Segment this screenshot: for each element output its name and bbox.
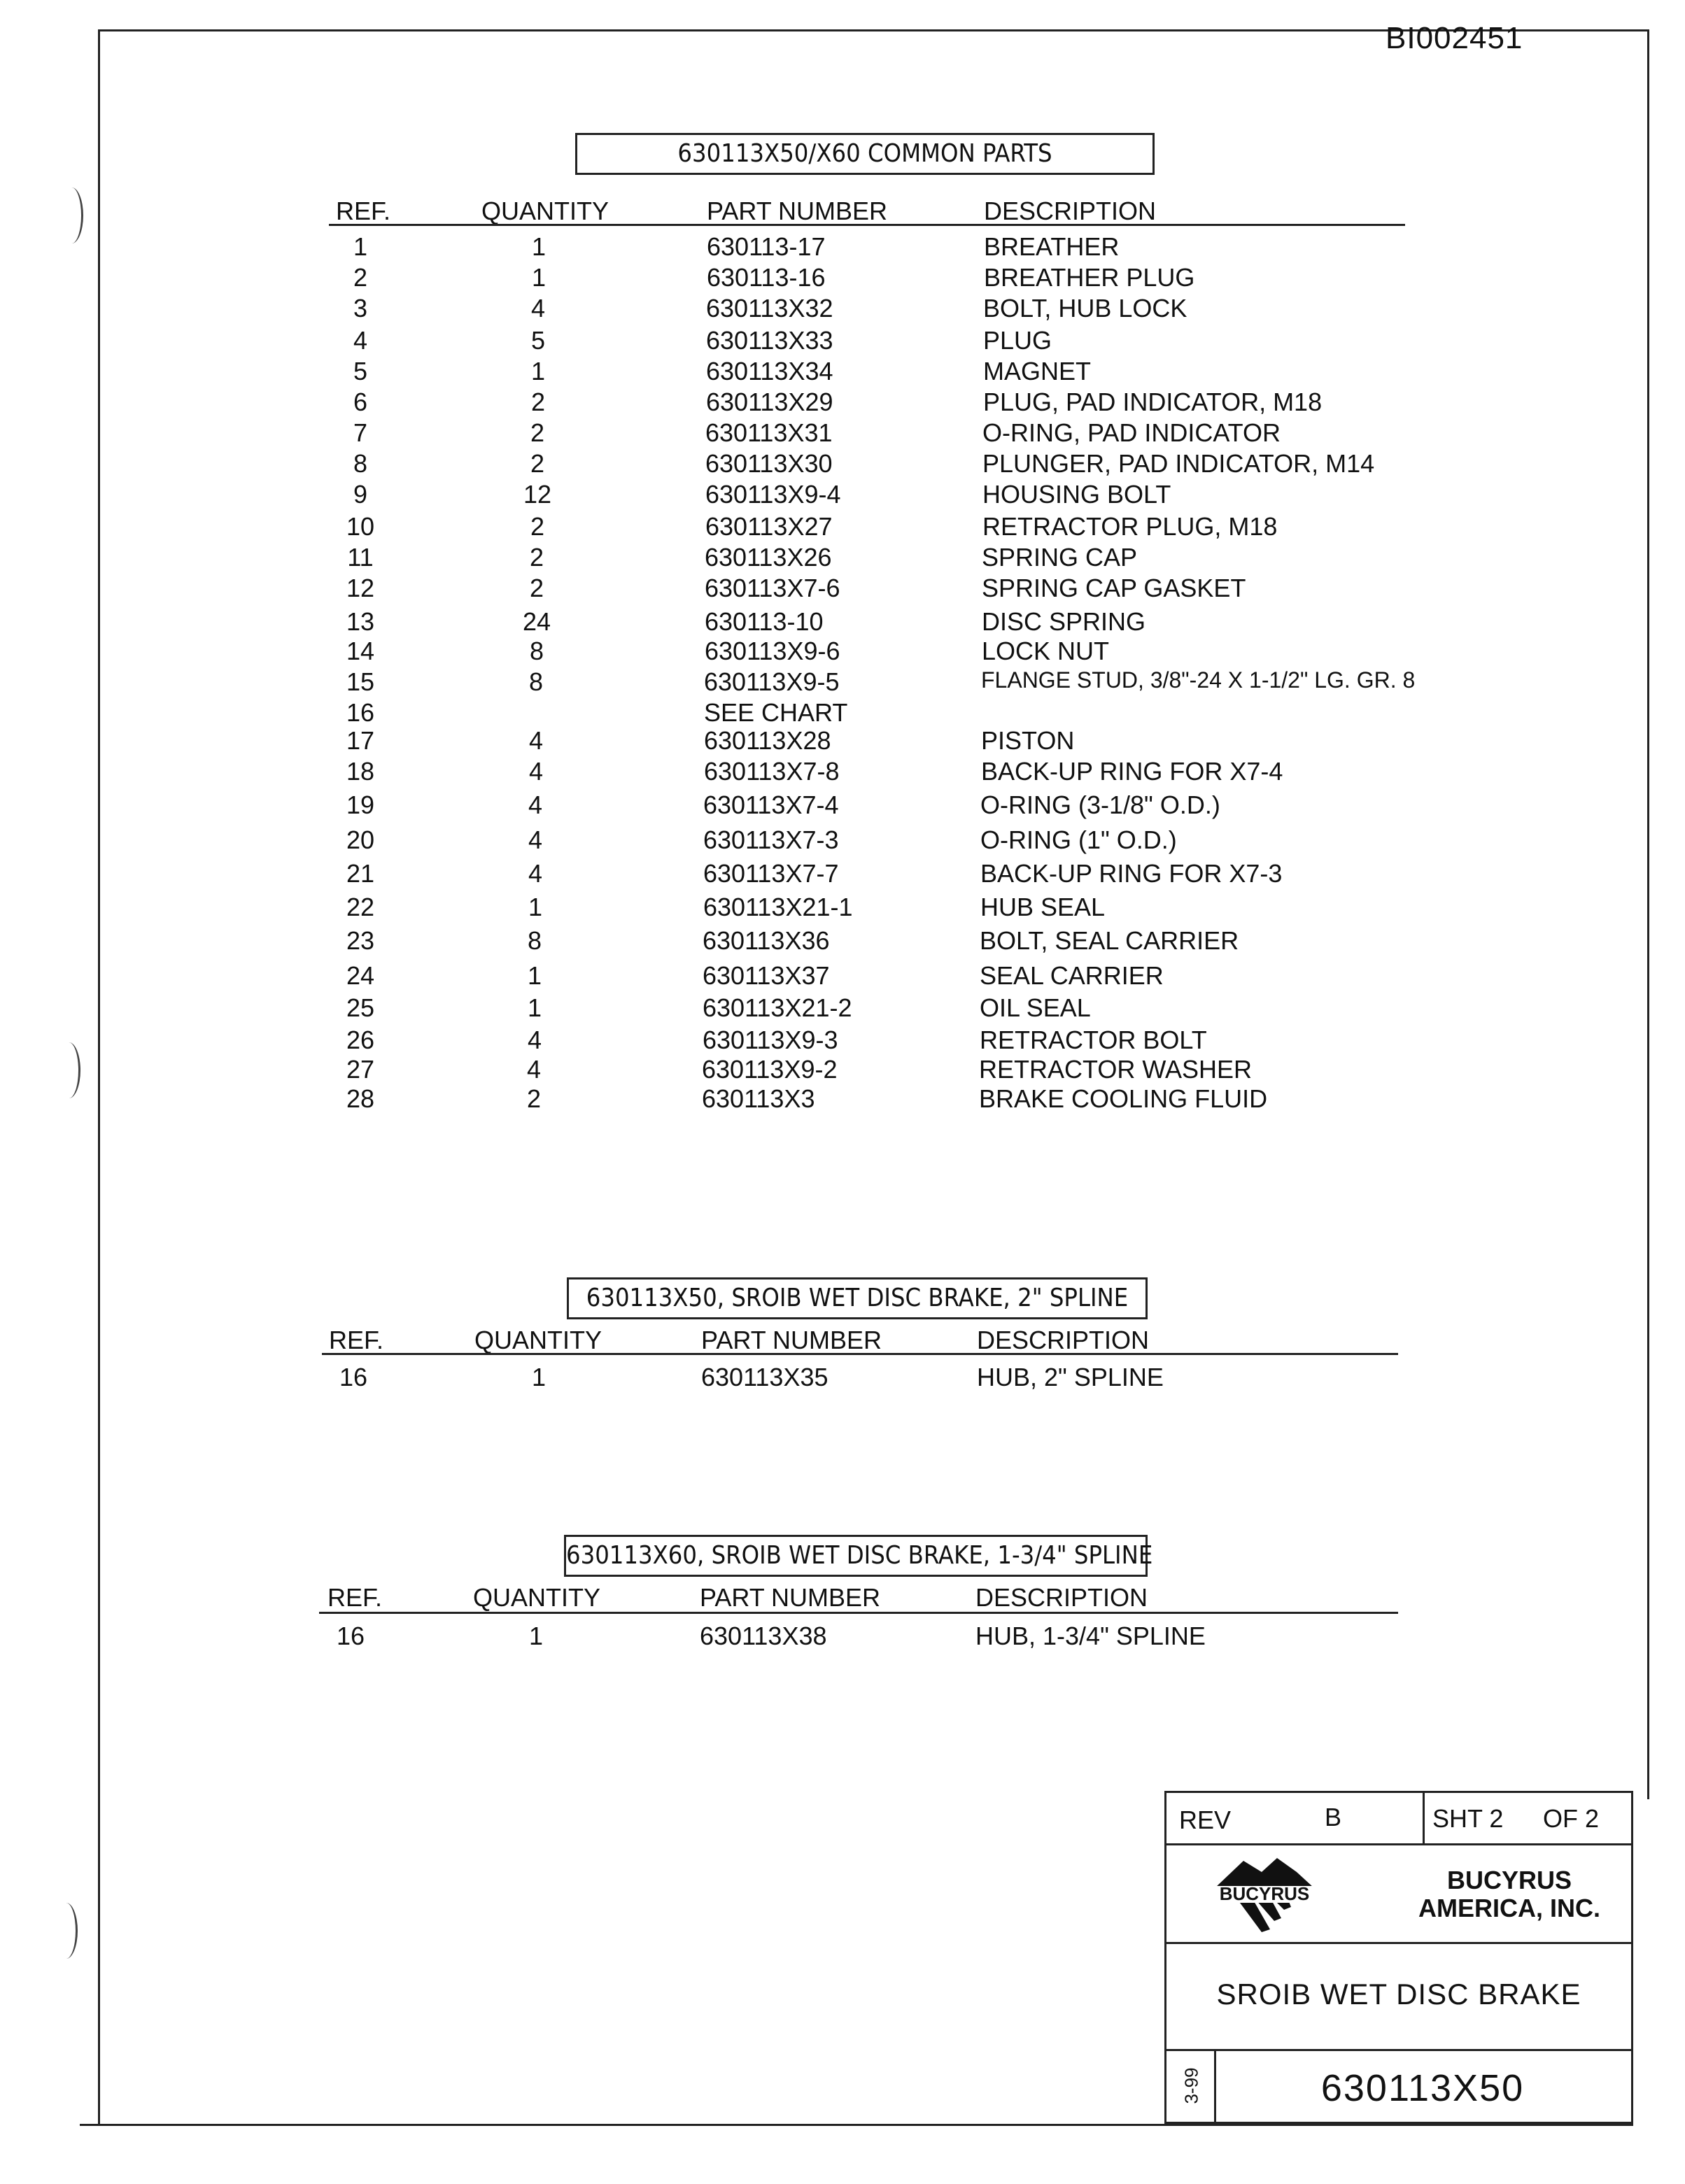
title-block-company-row	[1166, 1845, 1631, 1944]
ref-cell: 4	[353, 326, 368, 355]
quantity-cell: 1	[527, 993, 542, 1022]
table-row	[329, 790, 1420, 821]
description-cell: O-RING, PAD INDICATOR	[982, 418, 1281, 447]
table-row	[329, 449, 1420, 480]
x60-header-ref: REF.	[327, 1583, 383, 1612]
x60-header-quantity: QUANTITY	[473, 1583, 601, 1612]
part-number-cell: 630113X7-7	[703, 859, 839, 888]
ref-cell: 8	[353, 449, 368, 478]
description-cell: RETRACTOR PLUG, M18	[982, 512, 1278, 541]
table-row	[329, 543, 1420, 574]
x50-header-rule	[322, 1353, 1398, 1355]
x50-qty: 1	[531, 1363, 547, 1391]
table-row	[329, 993, 1420, 1024]
ref-cell: 20	[346, 825, 375, 854]
part-number-cell: 630113X21-2	[703, 993, 852, 1022]
ref-cell: 6	[353, 388, 368, 416]
table-row	[329, 893, 1420, 923]
x50-description: HUB, 2" SPLINE	[977, 1363, 1164, 1391]
x50-ref: 16	[339, 1363, 368, 1391]
part-number-cell: 630113X26	[705, 543, 832, 572]
part-number-cell: 630113X21-1	[703, 893, 853, 921]
ref-cell: 25	[346, 993, 375, 1022]
table-row	[329, 388, 1420, 418]
sheet-number: SHT 2	[1432, 1804, 1504, 1833]
part-number-cell: 630113X37	[703, 961, 830, 990]
quantity-cell: 4	[530, 294, 546, 322]
part-number-cell: 630113X36	[703, 926, 830, 955]
quantity-cell: 4	[528, 790, 543, 819]
quantity-cell: 1	[530, 357, 546, 385]
part-number-cell: 630113X9-6	[705, 637, 840, 665]
part-number-cell: 630113X7-4	[703, 790, 839, 819]
part-number-cell: 630113X27	[705, 512, 833, 541]
table-row	[329, 1055, 1420, 1086]
part-number-cell: 630113X7-8	[704, 757, 840, 786]
description-cell: BRAKE COOLING FLUID	[979, 1084, 1268, 1113]
part-number-cell: 630113X9-3	[703, 1026, 838, 1054]
part-number-cell: 630113X7-6	[705, 574, 840, 602]
table-row	[329, 726, 1420, 757]
quantity-cell: 4	[528, 859, 543, 888]
description-cell: RETRACTOR BOLT	[980, 1026, 1207, 1054]
ref-cell: 27	[346, 1055, 375, 1084]
quantity-cell: 4	[526, 1055, 542, 1084]
drawing-frame-bottom	[80, 2124, 1633, 2126]
part-number-cell: 630113X7-3	[703, 825, 839, 854]
rev-label: REV	[1179, 1806, 1232, 1834]
rev-value: B	[1325, 1803, 1342, 1831]
description-cell: BREATHER PLUG	[984, 263, 1195, 292]
ref-cell: 10	[346, 512, 375, 541]
table-row	[329, 232, 1420, 263]
quantity-cell: 1	[531, 232, 547, 261]
table-row	[329, 961, 1420, 992]
part-number-cell: 630113X28	[704, 726, 831, 755]
ref-cell: 26	[346, 1026, 375, 1054]
description-cell: HOUSING BOLT	[982, 480, 1171, 509]
drawing-frame-left	[98, 29, 100, 2125]
ref-cell: 28	[346, 1084, 375, 1113]
title-block-title-row	[1166, 1944, 1631, 2051]
ref-cell: 7	[353, 418, 368, 447]
x50-header-quantity: QUANTITY	[474, 1326, 602, 1354]
quantity-cell: 1	[531, 263, 547, 292]
part-number-cell: 630113-16	[707, 263, 826, 292]
table-row	[329, 574, 1420, 604]
quantity-cell: 4	[528, 726, 544, 755]
description-cell: MAGNET	[983, 357, 1092, 385]
table-row	[329, 263, 1420, 294]
x50-part-number: 630113X35	[701, 1363, 829, 1391]
description-cell: FLANGE STUD, 3/8"-24 X 1-1/2" LG. GR. 8	[981, 667, 1416, 693]
header-part-number: PART NUMBER	[707, 197, 888, 225]
table-row	[329, 357, 1420, 388]
table-row	[329, 294, 1420, 325]
description-cell: SPRING CAP	[982, 543, 1138, 572]
description-cell: SEAL CARRIER	[980, 961, 1164, 990]
ref-cell: 3	[353, 294, 368, 322]
quantity-cell: 1	[528, 893, 543, 921]
description-cell: PLUG, PAD INDICATOR, M18	[983, 388, 1323, 416]
table-row	[329, 926, 1420, 957]
table-row	[329, 512, 1420, 543]
x60-header-rule	[319, 1612, 1398, 1614]
ref-cell: 19	[346, 790, 375, 819]
table-row	[329, 859, 1420, 890]
title-block-number-row	[1166, 2051, 1631, 2122]
header-rule	[329, 224, 1405, 226]
logo-text: BUCYRUS	[1219, 1883, 1310, 1904]
drawing-frame-right	[1647, 29, 1649, 1799]
ref-cell: 14	[346, 637, 375, 665]
ref-cell: 16	[346, 698, 375, 727]
quantity-cell: 2	[530, 449, 545, 478]
ref-cell: 13	[346, 607, 375, 636]
x60-part-number: 630113X38	[700, 1622, 827, 1650]
x50-row	[322, 1363, 1413, 1394]
ref-cell: 11	[347, 543, 374, 572]
table-row	[329, 1026, 1420, 1056]
binding-mark	[60, 187, 83, 243]
description-cell: O-RING (1" O.D.)	[980, 825, 1177, 854]
description-cell: DISC SPRING	[982, 607, 1146, 636]
ref-cell: 23	[346, 926, 375, 955]
x50-header-part-number: PART NUMBER	[701, 1326, 882, 1354]
description-cell: BOLT, HUB LOCK	[983, 294, 1187, 322]
quantity-cell: 1	[527, 961, 542, 990]
table-row	[329, 698, 1420, 729]
table-row	[329, 418, 1420, 449]
part-number-cell: 630113X30	[705, 449, 833, 478]
quantity-cell: 8	[529, 637, 544, 665]
quantity-cell: 4	[527, 1026, 542, 1054]
part-number-cell: 630113X29	[706, 388, 833, 416]
part-number-cell: 630113X9-5	[704, 667, 840, 696]
header-ref: REF.	[336, 197, 391, 225]
quantity-cell: 2	[526, 1084, 542, 1113]
binding-mark	[55, 1903, 78, 1959]
quantity-cell: 2	[530, 512, 545, 541]
ref-cell: 5	[353, 357, 368, 385]
title-block-rev-row	[1166, 1793, 1631, 1845]
ref-cell: 15	[346, 667, 375, 696]
binding-mark	[57, 1042, 80, 1098]
company-name	[1397, 1866, 1621, 1922]
part-number-cell: 630113-10	[705, 607, 824, 636]
x60-header-description: DESCRIPTION	[975, 1583, 1148, 1612]
header-quantity: QUANTITY	[481, 197, 609, 225]
quantity-cell: 8	[528, 667, 544, 696]
description-cell: BOLT, SEAL CARRIER	[980, 926, 1239, 955]
quantity-cell: 5	[530, 326, 546, 355]
quantity-cell: 24	[522, 607, 551, 636]
table-row	[329, 637, 1420, 667]
document-id: BI002451	[1386, 21, 1523, 55]
description-cell: BACK-UP RING FOR X7-4	[981, 757, 1283, 786]
ref-cell: 1	[353, 232, 368, 261]
ref-cell: 2	[353, 263, 368, 292]
x50-header-ref: REF.	[329, 1326, 384, 1354]
header-description: DESCRIPTION	[984, 197, 1157, 225]
part-number-cell: 630113X9-4	[705, 480, 841, 509]
description-cell: PLUNGER, PAD INDICATOR, M14	[982, 449, 1375, 478]
description-cell: HUB SEAL	[980, 893, 1106, 921]
x60-header-part-number: PART NUMBER	[700, 1583, 881, 1612]
description-cell: BREATHER	[984, 232, 1120, 261]
x50-title: 630113X50, SROIB WET DISC BRAKE, 2" SPLINE	[567, 1277, 1148, 1319]
part-number-cell: 630113X33	[706, 326, 833, 355]
x50-header-description: DESCRIPTION	[977, 1326, 1150, 1354]
common-parts-title: 630113X50/X60 COMMON PARTS	[575, 133, 1155, 175]
quantity-cell: 4	[528, 825, 543, 854]
quantity-cell: 2	[529, 574, 544, 602]
part-number-cell: 630113X9-2	[702, 1055, 838, 1084]
description-cell: SPRING CAP GASKET	[982, 574, 1246, 602]
description-cell: LOCK NUT	[982, 637, 1110, 665]
drawing-title: SROIB WET DISC BRAKE	[1216, 1978, 1581, 2011]
rev-divider	[1423, 1793, 1425, 1843]
ref-cell: 21	[346, 859, 375, 888]
part-number-cell: 630113-17	[707, 232, 826, 261]
table-row	[329, 480, 1420, 511]
ref-cell: 17	[346, 726, 375, 755]
drawing-number: 630113X50	[1320, 2067, 1525, 2109]
quantity-cell: 2	[529, 543, 544, 572]
x60-ref: 16	[336, 1622, 365, 1650]
part-number-cell: 630113X34	[706, 357, 833, 385]
x60-description: HUB, 1-3/4" SPLINE	[975, 1622, 1206, 1650]
x60-title: 630113X60, SROIB WET DISC BRAKE, 1-3/4" SPLINE	[564, 1535, 1148, 1577]
quantity-cell: 2	[530, 418, 545, 447]
ref-cell: 9	[353, 480, 368, 509]
ref-cell: 22	[346, 893, 375, 921]
description-cell: PISTON	[981, 726, 1075, 755]
table-row	[329, 667, 1420, 698]
sheet-total: OF 2	[1543, 1804, 1600, 1833]
part-number-cell: 630113X3	[702, 1084, 815, 1113]
company-line2: AMERICA, INC.	[1418, 1894, 1600, 1922]
quantity-cell: 12	[523, 480, 552, 509]
description-cell: OIL SEAL	[980, 993, 1091, 1022]
ref-cell: 24	[346, 961, 375, 990]
drawing-date: 3-99	[1180, 2067, 1202, 2104]
table-row	[329, 607, 1420, 638]
ref-cell: 12	[346, 574, 375, 602]
part-number-cell: 630113X32	[706, 294, 833, 322]
table-row	[329, 825, 1420, 856]
description-cell: PLUG	[983, 326, 1052, 355]
x60-row	[319, 1622, 1411, 1652]
ref-cell: 18	[346, 757, 375, 786]
title-block	[1164, 1791, 1633, 2124]
quantity-cell: 8	[527, 926, 542, 955]
quantity-cell: 4	[528, 757, 544, 786]
part-number-cell: 630113X31	[705, 418, 833, 447]
table-row	[329, 1084, 1420, 1115]
bucyrus-logo-icon	[1194, 1851, 1334, 1935]
description-cell: O-RING (3-1/8" O.D.)	[980, 790, 1220, 819]
part-number-cell: SEE CHART	[704, 698, 848, 727]
quantity-cell: 2	[530, 388, 546, 416]
description-cell: RETRACTOR WASHER	[979, 1055, 1253, 1084]
description-cell: BACK-UP RING FOR X7-3	[980, 859, 1283, 888]
company-line1: BUCYRUS	[1446, 1866, 1572, 1894]
table-row	[329, 757, 1420, 788]
table-row	[329, 326, 1420, 357]
x60-qty: 1	[528, 1622, 544, 1650]
